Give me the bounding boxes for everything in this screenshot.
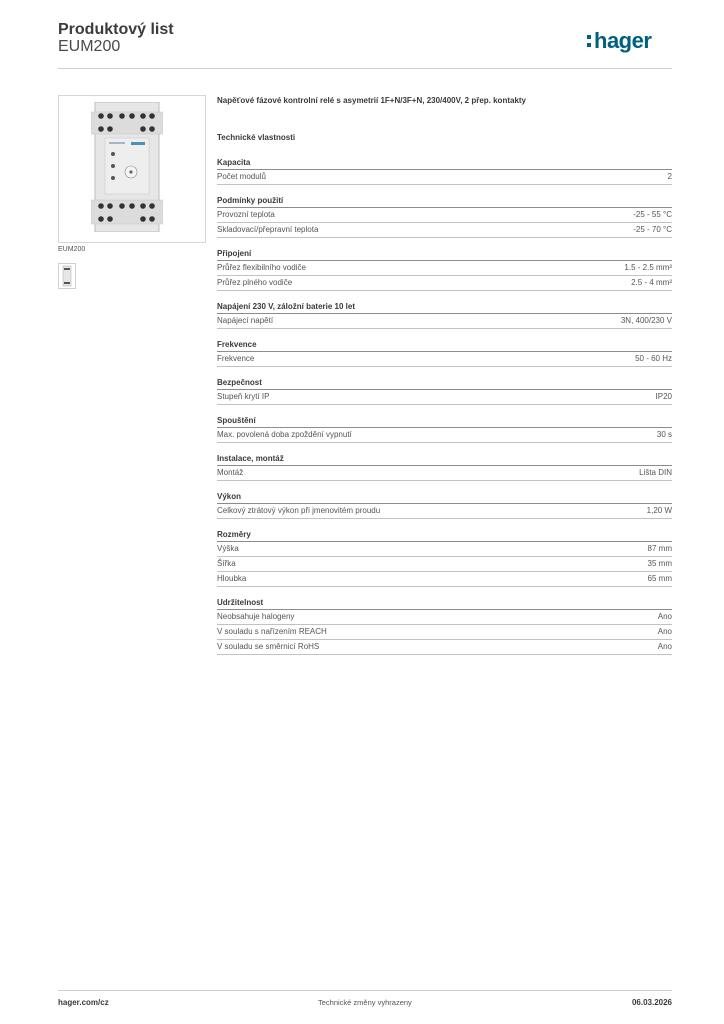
spec-section	[217, 301, 672, 329]
spec-label: Průřez plného vodiče	[217, 278, 293, 287]
section-title: Podmínky použití	[217, 195, 672, 208]
spec-value: Ano	[657, 612, 672, 621]
spec-label: Montáž	[217, 468, 244, 477]
spec-value: Lišta DIN	[639, 468, 672, 477]
spec-row	[217, 572, 672, 587]
spec-row	[217, 640, 672, 655]
section-title: Rozměry	[217, 529, 672, 542]
section-title: Připojení	[217, 248, 672, 261]
spec-section	[217, 377, 672, 405]
logo-text: hager	[594, 28, 652, 53]
spec-label: Max. povolená doba zpoždění vypnutí	[217, 430, 352, 439]
section-title: Výkon	[217, 491, 672, 504]
footer-date: 06.03.2026	[631, 998, 672, 1007]
spec-row	[217, 314, 672, 329]
spec-value: Ano	[657, 627, 672, 636]
spec-row	[217, 625, 672, 640]
spec-row	[217, 223, 672, 238]
spec-value: 87 mm	[647, 544, 672, 553]
spec-value: 65 mm	[647, 574, 672, 583]
spec-label: Průřez flexibilního vodiče	[217, 263, 306, 272]
spec-label: Hloubka	[217, 574, 247, 583]
spec-row	[217, 557, 672, 572]
spec-row	[217, 428, 672, 443]
footer-website-link[interactable]: hager.com/cz	[58, 998, 109, 1007]
spec-label: Výška	[217, 544, 239, 553]
section-title: Instalace, montáž	[217, 453, 672, 466]
product-image	[58, 95, 206, 243]
spec-value: 2	[667, 172, 672, 181]
hager-logo[interactable]	[594, 28, 651, 54]
page-title: Produktový list	[58, 21, 174, 38]
section-title: Napájení 230 V, záložní baterie 10 let	[217, 301, 672, 314]
spec-label: Skladovací/přepravní teplota	[217, 225, 319, 234]
spec-value: 35 mm	[647, 559, 672, 568]
spec-row	[217, 466, 672, 481]
footer-divider	[58, 990, 672, 991]
spec-row	[217, 170, 672, 185]
footer-notice: Technické změny vyhrazeny	[318, 998, 412, 1007]
section-title: Bezpečnost	[217, 377, 672, 390]
spec-value: 1,20 W	[646, 506, 672, 515]
spec-section	[217, 453, 672, 481]
spec-content	[217, 95, 672, 665]
spec-section	[217, 195, 672, 238]
relay-device-image	[91, 102, 163, 232]
product-description: Napěťové fázové kontrolní relé s asymetrií 1F+N/3F+N, 230/400V, 2 přep. kontakty	[217, 96, 527, 105]
spec-section	[217, 248, 672, 291]
spec-value: 3N, 400/230 V	[620, 316, 672, 325]
spec-row	[217, 276, 672, 291]
spec-row	[217, 542, 672, 557]
spec-label: Celkový ztrátový výkon při jmenovitém proudu	[217, 506, 381, 515]
spec-label: Napájecí napětí	[217, 316, 274, 325]
section-title: Kapacita	[217, 157, 672, 170]
image-caption: EUM200	[58, 246, 86, 253]
spec-section	[217, 529, 672, 587]
spec-section	[217, 415, 672, 443]
spec-row	[217, 504, 672, 519]
section-title: Spouštění	[217, 415, 672, 428]
section-title: Frekvence	[217, 339, 672, 352]
spec-sections	[217, 157, 672, 655]
spec-label: Počet modulů	[217, 172, 266, 181]
spec-value: -25 - 70 °C	[633, 225, 672, 234]
spec-value: 2.5 - 4 mm²	[631, 278, 672, 287]
spec-value: IP20	[655, 392, 672, 401]
spec-label: V souladu se směrnicí RoHS	[217, 642, 320, 651]
spec-row	[217, 352, 672, 367]
spec-section	[217, 597, 672, 655]
spec-section	[217, 491, 672, 519]
spec-value: -25 - 55 °C	[633, 210, 672, 219]
spec-section	[217, 339, 672, 367]
spec-section	[217, 157, 672, 185]
product-code: EUM200	[58, 38, 121, 55]
spec-value: 30 s	[656, 430, 672, 439]
spec-row	[217, 390, 672, 405]
spec-row	[217, 208, 672, 223]
spec-row	[217, 261, 672, 276]
section-title: Udržitelnost	[217, 597, 672, 610]
spec-row	[217, 610, 672, 625]
spec-label: Šířka	[217, 559, 236, 568]
spec-label: Stupeň krytí IP	[217, 392, 270, 401]
image-thumbnail[interactable]	[58, 263, 76, 289]
logo-dots-icon	[587, 35, 591, 48]
spec-label: Frekvence	[217, 354, 255, 363]
spec-value: 1.5 - 2.5 mm²	[624, 263, 672, 272]
spec-label: Provozní teplota	[217, 210, 275, 219]
technical-properties-heading: Technické vlastnosti	[217, 133, 296, 142]
spec-label: Neobsahuje halogeny	[217, 612, 295, 621]
spec-value: Ano	[657, 642, 672, 651]
header-divider	[58, 68, 672, 69]
spec-label: V souladu s nařízením REACH	[217, 627, 327, 636]
thumbnail-device-icon	[59, 264, 75, 288]
spec-value: 50 - 60 Hz	[635, 354, 672, 363]
